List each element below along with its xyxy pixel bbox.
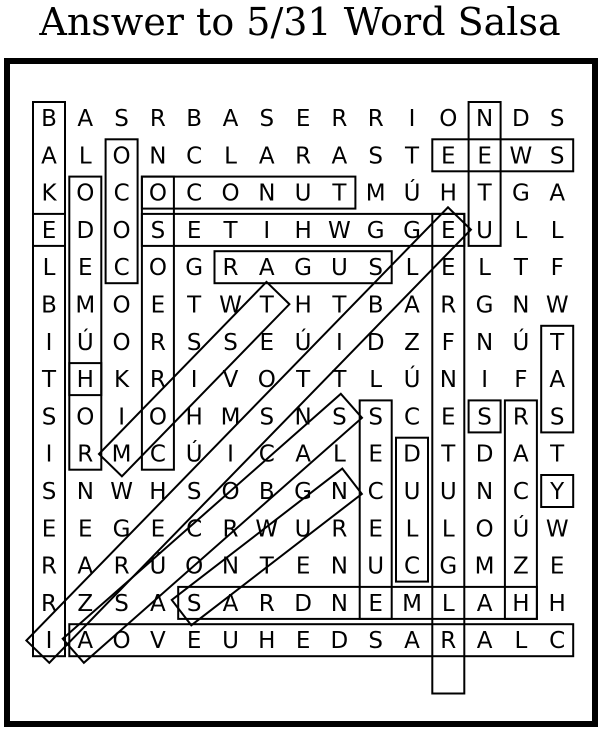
answer-outline — [69, 624, 573, 656]
grid-letter: H — [258, 628, 276, 655]
grid-letter: F — [514, 367, 528, 394]
grid-letter: R — [149, 329, 166, 356]
grid-letter: Ú — [512, 516, 530, 543]
grid-letter: N — [475, 329, 494, 356]
grid-letter: Ú — [149, 553, 167, 580]
grid-letter: N — [221, 553, 240, 580]
grid-letter: A — [77, 628, 94, 655]
grid-letter: U — [294, 516, 312, 543]
grid-letter: R — [113, 553, 130, 580]
grid-letter: T — [332, 292, 347, 319]
grid-letter: T — [332, 180, 347, 207]
grid-letter: E — [41, 217, 57, 244]
grid-letter: S — [368, 255, 384, 282]
grid-letter: C — [549, 628, 566, 655]
grid-letter: V — [150, 628, 166, 655]
grid-letter: A — [513, 441, 529, 468]
grid-letter: C — [403, 404, 421, 431]
grid-letter: S — [41, 479, 57, 505]
grid-letter: R — [367, 106, 384, 132]
grid-letter: N — [475, 479, 494, 505]
grid-letter: Ú — [76, 329, 94, 356]
grid-letter: Ú — [403, 367, 421, 394]
grid-letter: A — [295, 441, 311, 468]
grid-letter: E — [295, 553, 311, 580]
grid-letter: S — [259, 404, 275, 431]
grid-letter: O — [148, 404, 167, 431]
grid-letter: E — [295, 628, 311, 655]
grid-letter: C — [258, 441, 275, 468]
grid-letter: T — [296, 367, 311, 394]
grid-letter: C — [403, 553, 421, 580]
grid-letter: S — [549, 404, 565, 431]
grid-letter: N — [149, 143, 167, 170]
grid-letter: H — [512, 590, 530, 617]
page-title: Answer to 5/31 Word Salsa — [39, 0, 561, 44]
grid-letter: K — [41, 180, 57, 207]
grid-letter: H — [149, 479, 167, 505]
grid-letter: H — [76, 367, 94, 394]
grid-letter: I — [227, 441, 234, 468]
grid-letter: W — [328, 217, 351, 244]
grid-letter: R — [295, 143, 312, 170]
grid-letter: E — [441, 404, 456, 431]
grid-letter: R — [331, 106, 348, 132]
grid-letter: S — [186, 479, 202, 505]
grid-letter: O — [221, 479, 240, 505]
grid-letter: I — [263, 217, 271, 244]
grid-letter: G — [511, 180, 530, 207]
grid-letter: T — [550, 441, 565, 468]
grid-letter: R — [149, 106, 166, 132]
grid-letter: E — [368, 516, 383, 543]
grid-letter: W — [219, 292, 242, 319]
grid-letter: I — [336, 329, 343, 356]
grid-letter: W — [545, 292, 569, 319]
grid-letter: B — [258, 479, 275, 505]
grid-letter: O — [112, 143, 131, 170]
grid-letter: R — [258, 590, 275, 617]
grid-letter: S — [114, 590, 129, 617]
grid-letter: C — [113, 180, 130, 207]
grid-letter: A — [476, 628, 493, 655]
grid-letter: S — [477, 404, 492, 431]
grid-letter: H — [294, 217, 312, 244]
grid-letter: L — [514, 628, 528, 655]
grid-letter: A — [331, 143, 348, 170]
grid-letter: V — [222, 367, 239, 394]
grid-letter: S — [549, 143, 565, 170]
grid-letter: W — [255, 516, 279, 543]
grid-letter: R — [512, 404, 529, 431]
grid-letter: H — [439, 180, 457, 207]
grid-letter: E — [186, 217, 202, 244]
grid-letter: N — [330, 590, 349, 617]
grid-letter: H — [294, 292, 312, 319]
grid-letter: B — [41, 292, 57, 319]
grid-letter: I — [45, 329, 53, 356]
grid-letter: D — [294, 590, 312, 617]
grid-letter: A — [222, 106, 239, 132]
grid-letter: T — [477, 180, 492, 207]
grid-letter: A — [222, 590, 239, 617]
grid-letter: A — [77, 553, 94, 580]
grid-letter: M — [75, 292, 96, 319]
grid-letter: C — [186, 180, 203, 207]
grid-letter: S — [368, 404, 384, 431]
grid-letter: E — [259, 329, 275, 356]
grid-letter: Ú — [512, 329, 530, 356]
grid-letter: S — [332, 404, 347, 431]
grid-letter: E — [78, 516, 93, 543]
grid-letter: T — [550, 329, 565, 356]
grid-letter: G — [112, 516, 131, 543]
grid-letter: Ú — [185, 441, 203, 468]
grid-letter: A — [476, 590, 493, 617]
grid-letter: T — [441, 441, 456, 468]
grid-letter: W — [509, 143, 533, 170]
grid-letter: U — [367, 553, 385, 580]
grid-letter: G — [294, 255, 313, 282]
grid-letter: A — [404, 628, 420, 655]
grid-letter: O — [76, 180, 95, 207]
grid-letter: L — [42, 255, 56, 282]
grid-letter: S — [223, 329, 238, 356]
grid-letter: B — [41, 106, 57, 132]
grid-letter: A — [258, 143, 275, 170]
grid-letter: T — [41, 367, 57, 394]
grid-letter: L — [369, 367, 383, 394]
grid-letter: I — [45, 441, 53, 468]
grid-letter: S — [549, 106, 565, 132]
grid-letter: T — [404, 143, 420, 170]
grid-letter: T — [259, 553, 274, 580]
grid-letter: A — [258, 255, 275, 282]
grid-letter: E — [295, 106, 311, 132]
grid-letter: T — [187, 292, 202, 319]
grid-letter: O — [112, 217, 131, 244]
grid-letter: Y — [550, 479, 565, 505]
grid-letter: N — [330, 479, 349, 505]
grid-letter: M — [111, 441, 132, 468]
letter-layer — [41, 106, 569, 654]
grid-letter: I — [118, 404, 125, 431]
grid-letter: U — [330, 255, 348, 282]
grid-letter: C — [186, 143, 203, 170]
grid-letter: D — [512, 106, 530, 132]
grid-letter: U — [439, 479, 457, 505]
grid-letter: Ú — [403, 180, 421, 207]
grid-letter: N — [330, 553, 349, 580]
grid-letter: D — [330, 628, 349, 655]
grid-letter: U — [403, 479, 421, 505]
grid-letter: L — [405, 516, 419, 543]
grid-letter: A — [41, 143, 57, 170]
grid-letter: T — [513, 255, 528, 282]
grid-letter: L — [78, 143, 92, 170]
grid-letter: O — [439, 106, 458, 132]
grid-letter: F — [441, 329, 455, 356]
grid-letter: R — [149, 367, 166, 394]
grid-letter: T — [332, 367, 347, 394]
grid-letter: E — [368, 590, 383, 617]
grid-letter: O — [185, 553, 204, 580]
grid-letter: O — [257, 367, 276, 394]
grid-letter: S — [368, 628, 384, 655]
grid-letter: R — [222, 255, 239, 282]
grid-letter: N — [512, 292, 530, 319]
grid-letter: M — [220, 404, 241, 431]
grid-letter: I — [190, 367, 198, 394]
grid-letter: K — [114, 367, 130, 394]
grid-letter: C — [149, 441, 166, 468]
grid-letter: O — [76, 404, 95, 431]
grid-letter: H — [185, 404, 203, 431]
grid-letter: S — [186, 329, 202, 356]
grid-letter: E — [186, 628, 202, 655]
grid-letter: G — [475, 292, 494, 319]
grid-letter: E — [150, 292, 166, 319]
grid-letter: L — [332, 441, 346, 468]
grid-letter: Ú — [294, 329, 312, 356]
grid-letter: H — [548, 590, 566, 617]
grid-letter: S — [259, 106, 275, 132]
grid-letter: U — [294, 180, 312, 207]
grid-letter: E — [78, 255, 93, 282]
grid-letter: E — [368, 441, 383, 468]
grid-letter: R — [41, 590, 57, 617]
grid-letter: O — [112, 329, 131, 356]
grid-letter: A — [77, 106, 94, 132]
grid-letter: O — [148, 255, 167, 282]
grid-letter: M — [402, 590, 422, 617]
grid-letter: U — [222, 628, 239, 655]
grid-letter: N — [76, 479, 94, 505]
grid-letter: T — [259, 292, 274, 319]
grid-letter: C — [113, 255, 130, 282]
grid-letter: A — [404, 292, 420, 319]
grid-letter: A — [549, 367, 566, 394]
grid-letter: T — [223, 217, 238, 244]
grid-letter: U — [476, 217, 494, 244]
grid-letter: G — [439, 553, 458, 580]
grid-letter: G — [366, 217, 385, 244]
grid-letter: E — [477, 143, 492, 170]
grid-letter: R — [77, 441, 94, 468]
grid-letter: Z — [513, 553, 529, 580]
grid-letter: O — [221, 180, 240, 207]
grid-letter: C — [512, 479, 529, 505]
grid-letter: E — [549, 553, 565, 580]
grid-letter: L — [441, 516, 455, 543]
grid-letter: R — [331, 516, 348, 543]
grid-letter: E — [441, 143, 456, 170]
grid-letter: Z — [77, 590, 94, 617]
grid-letter: L — [224, 143, 237, 170]
grid-letter: R — [440, 628, 457, 655]
grid-letter: O — [475, 516, 494, 543]
grid-letter: W — [545, 516, 569, 543]
grid-letter: R — [41, 553, 57, 580]
grid-letter: E — [41, 516, 57, 543]
grid-letter: O — [148, 180, 167, 207]
grid-letter: L — [514, 217, 528, 244]
grid-letter: B — [186, 106, 203, 132]
grid-letter: G — [294, 479, 313, 505]
grid-letter: N — [439, 367, 457, 394]
grid-letter: I — [481, 367, 488, 394]
grid-letter: I — [408, 106, 416, 132]
grid-letter: A — [549, 180, 566, 207]
grid-letter: B — [367, 292, 384, 319]
grid-letter: D — [475, 441, 494, 468]
grid-letter: O — [112, 292, 131, 319]
grid-letter: R — [222, 516, 239, 543]
grid-letter: L — [550, 217, 564, 244]
grid-letter: N — [294, 404, 312, 431]
grid-letter: M — [365, 180, 386, 207]
grid-letter: N — [258, 180, 276, 207]
grid-letter: G — [185, 255, 204, 282]
grid-letter: S — [114, 106, 129, 132]
grid-letter: S — [186, 590, 202, 617]
grid-letter: F — [550, 255, 564, 282]
grid-letter: L — [478, 255, 492, 282]
grid-letter: E — [150, 516, 166, 543]
grid-letter: C — [186, 516, 203, 543]
grid-letter: W — [110, 479, 133, 505]
grid-letter: M — [474, 553, 495, 580]
grid-letter: Z — [404, 329, 420, 356]
grid-letter: D — [76, 217, 95, 244]
grid-letter: A — [150, 590, 166, 617]
grid-letter: S — [150, 217, 166, 244]
grid-letter: L — [441, 590, 455, 617]
grid-letter: R — [440, 292, 457, 319]
grid-letter: G — [403, 217, 421, 244]
grid-letter: D — [403, 441, 421, 468]
grid-letter: S — [41, 404, 57, 431]
grid-letter: O — [112, 628, 131, 655]
grid-letter: L — [405, 255, 419, 282]
grid-letter: E — [441, 255, 456, 282]
grid-letter: E — [441, 217, 456, 244]
grid-letter: D — [366, 329, 385, 356]
grid-letter: S — [368, 143, 384, 170]
grid-letter: C — [367, 479, 384, 505]
grid-letter: I — [45, 628, 53, 655]
grid-letter: N — [475, 106, 494, 132]
